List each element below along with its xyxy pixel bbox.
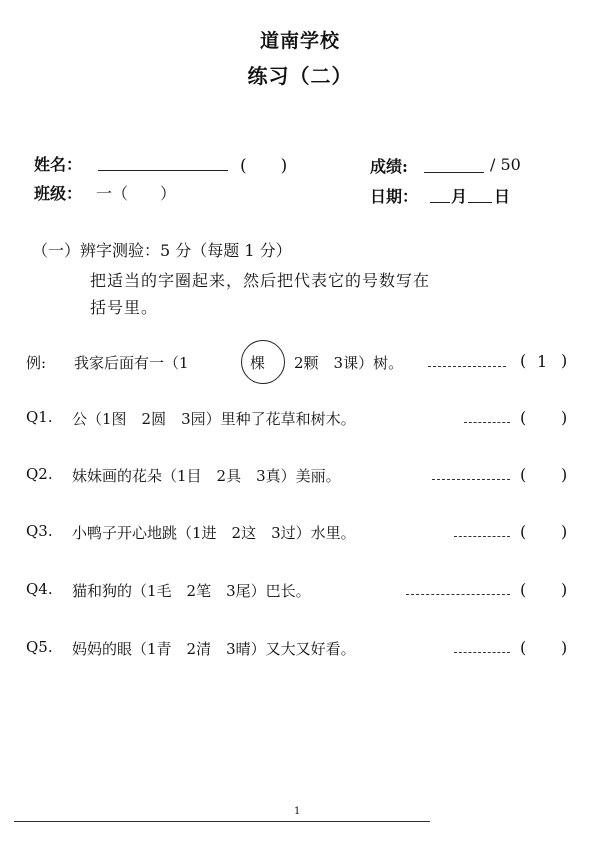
page-number: 1: [294, 806, 301, 817]
date-day: 日: [494, 187, 511, 206]
q4-answer-close: ): [561, 580, 568, 599]
school-name: 道南学校: [259, 30, 340, 52]
name-blank[interactable]: [98, 170, 228, 171]
q2-answer-open[interactable]: (: [520, 465, 527, 484]
q3-answer-open[interactable]: (: [520, 522, 527, 541]
q3-label: Q3.: [26, 522, 53, 540]
q5-dash-line: [454, 652, 510, 653]
q5-answer-close: ): [561, 638, 568, 657]
q1-answer-open[interactable]: (: [520, 408, 527, 427]
example-text-after: 2颗 3课）树。: [294, 354, 404, 372]
example-answer-close: ): [561, 351, 568, 370]
name-paren: ( ): [240, 156, 288, 176]
q2-dash-line: [432, 479, 510, 480]
q4-answer-open[interactable]: (: [520, 580, 527, 599]
score-total: / 50: [490, 155, 521, 174]
q3-dash-line: [454, 536, 510, 537]
q1-answer-close: ): [561, 408, 568, 427]
q4-dash-line: [406, 594, 510, 595]
example-circled-char: 棵: [250, 354, 266, 372]
example-text-before: 我家后面有一（1: [74, 354, 189, 372]
q2-text: 妹妹画的花朵（1目 2具 3真）美丽。: [72, 467, 341, 485]
q4-label: Q4.: [26, 580, 53, 598]
example-answer: 1: [537, 352, 548, 371]
date-month: 月: [451, 187, 468, 206]
example-answer-open: (: [520, 351, 527, 370]
date-month-blank[interactable]: [430, 202, 450, 203]
score-blank[interactable]: [424, 172, 484, 173]
q3-text: 小鸭子开心地跳（1进 2这 3过）水里。: [72, 524, 356, 542]
worksheet-title: 练习（二）: [247, 64, 353, 88]
class-label: 班级：: [34, 184, 83, 203]
q3-answer-close: ): [561, 522, 568, 541]
example-dash-line: [428, 366, 506, 367]
date-label: 日期：: [370, 187, 419, 206]
example-label: 例:: [26, 354, 47, 372]
q1-text: 公（1图 2圆 3园）里种了花草和树木。: [72, 410, 356, 428]
instruction-line-1: 把适当的字圈起来，然后把代表它的号数写在: [90, 271, 431, 290]
section-heading: （一）辨字测验：5 分（每题 1 分）: [32, 241, 292, 260]
date-day-blank[interactable]: [468, 202, 492, 203]
q2-answer-close: ): [561, 465, 568, 484]
q2-label: Q2.: [26, 465, 53, 483]
q5-answer-open[interactable]: (: [520, 638, 527, 657]
q4-text: 猫和狗的（1毛 2笔 3尾）巴长。: [72, 582, 311, 600]
q5-label: Q5.: [26, 638, 53, 656]
footer-rule: [14, 821, 430, 822]
instruction-line-2: 括号里。: [90, 298, 159, 317]
score-label: 成绩:: [370, 157, 408, 176]
name-label: 姓名：: [34, 155, 83, 174]
q1-label: Q1.: [26, 408, 53, 426]
q5-text: 妈妈的眼（1青 2清 3晴）又大又好看。: [72, 640, 356, 658]
q1-dash-line: [464, 422, 510, 423]
class-value: 一（ ）: [96, 184, 177, 203]
